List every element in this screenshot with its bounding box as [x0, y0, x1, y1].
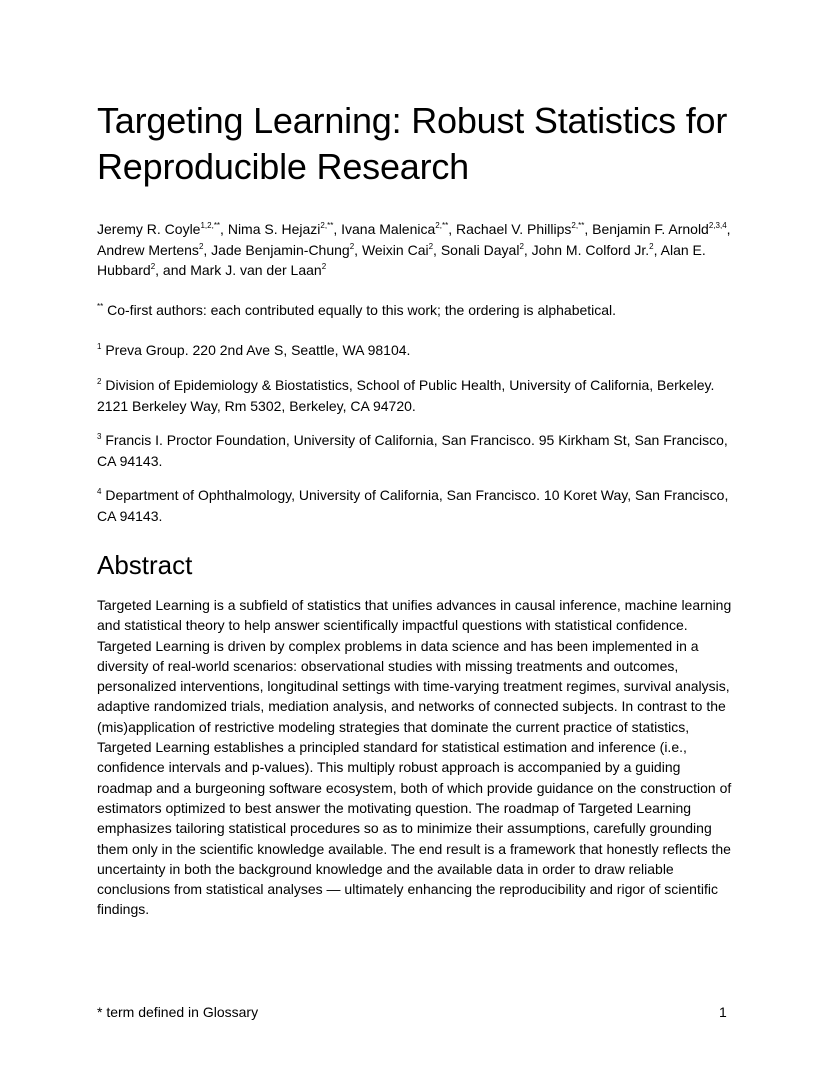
abstract-body: Targeted Learning is a subfield of statistics that unifies advances in causal inference, machine learning and statistical theory to help answer scientifically impactful questions with statistical confidence. Targeted Learning is driven by complex problems in data science and has been implemented in a diversity of real-world scenarios: observational studies with missing treatments and outcomes, personalized interventions, longitudinal settings with time-varying treatment regimes, survival analysis, adaptive randomized trials, mediation analysis, and networks of connected subjects. In contrast to the (mis)application of restrictive modeling strategies that dominate the current practice of statistics, Targeted Learning establishes a principled standard for statistical estimation and inference (i.e., confidence intervals and p-values). This multiply robust approach is accompanied by a guiding roadmap and a burgeoning software ecosystem, both of which provide guidance on the construction of estimators optimized to best answer the motivating question. The roadmap of Targeted Learning emphasizes tailoring statistical procedures so as to minimize their assumptions, carefully grounding them only in the scientific knowledge available. The end result is a framework that honestly reflects the uncertainty in both the background knowledge and the available data in order to draw reliable conclusions from statistical analyses — ultimately enhancing the reproducibility and rigor of scientific findings.	[97, 597, 732, 918]
title-line-2: Reproducible Research	[97, 146, 470, 187]
author-separator: ,	[726, 221, 731, 237]
affiliation-4	[97, 485, 731, 526]
cofirst-text: Co-first authors: each contributed equally to this work; the ordering is alphabetical.	[103, 302, 617, 318]
author-separator: , and	[155, 262, 191, 278]
author-name: Jade Benjamin-Chung	[211, 241, 350, 258]
abstract-heading: Abstract	[97, 550, 193, 580]
author-separator: ,	[354, 241, 362, 258]
author-name: Mark J. van der Laan	[190, 262, 322, 278]
author-affiliation: 2	[428, 241, 434, 251]
author-name: Andrew Mertens	[97, 241, 199, 258]
author-name: Weixin Cai	[361, 241, 429, 258]
author-affiliation: 2	[150, 262, 156, 271]
affiliation-marker: 2	[97, 377, 102, 386]
cofirst-note	[97, 300, 731, 321]
author-name: Benjamin F. Arnold	[592, 221, 709, 237]
affiliation-marker: 1	[97, 342, 102, 351]
author-name: John M. Colford Jr.	[531, 241, 650, 258]
author-affiliation: 2	[321, 262, 327, 271]
author-affiliation: 2	[349, 241, 355, 251]
affiliation-1	[97, 340, 731, 361]
author-name: Jeremy R. Coyle	[97, 221, 201, 237]
author-separator: ,	[203, 241, 212, 258]
page-number: 1	[719, 1004, 727, 1020]
author-affiliation: 2	[198, 241, 204, 251]
paper-title	[97, 98, 757, 190]
author-affiliation: 2,**	[320, 221, 334, 230]
author-name: Nima S. Hejazi	[227, 221, 321, 237]
title-line-1: Targeting Learning: Robust Statistics for	[97, 100, 728, 141]
affiliation-text: Department of Ophthalmology, University of California, San Francisco. 10 Koret Way, San Francisco, CA 94143.	[97, 487, 729, 524]
affiliation-marker: 3	[97, 432, 102, 441]
affiliation-marker: 4	[97, 487, 102, 496]
affiliation-2	[97, 375, 731, 416]
author-list	[97, 219, 731, 281]
glossary-footnote: * term defined in Glossary	[97, 1004, 259, 1020]
author-affiliation: 1,2,**	[200, 221, 221, 230]
author-separator: ,	[523, 241, 532, 258]
author-separator: ,	[448, 221, 456, 237]
author-name: Rachael V. Phillips	[455, 221, 572, 237]
author-separator: ,	[333, 221, 342, 237]
author-name: Sonali Dayal	[440, 241, 520, 258]
affiliation-text: Division of Epidemiology & Biostatistics, School of Public Health, University of California, Berkeley. 2121 Berkeley Way, Rm 5302, Berkeley, CA 94720.	[97, 377, 715, 414]
author-separator: ,	[433, 241, 441, 258]
author-affiliation: 2,3,4	[708, 221, 727, 230]
author-separator: ,	[653, 241, 661, 258]
cofirst-marker: **	[97, 302, 104, 311]
author-affiliation: 2,**	[571, 221, 585, 230]
author-separator: ,	[584, 221, 593, 237]
author-affiliation: 2	[519, 241, 524, 251]
author-separator: ,	[220, 221, 228, 237]
author-name: Alan E. Hubbard	[97, 241, 706, 278]
affiliation-text: Francis I. Proctor Foundation, University of California, San Francisco. 95 Kirkham St, San Francisco, CA 94143.	[97, 432, 728, 469]
author-affiliation: 2,**	[435, 221, 449, 230]
author-affiliation: 2	[649, 241, 654, 251]
affiliation-text: Preva Group. 220 2nd Ave S, Seattle, WA 98104.	[101, 342, 411, 358]
author-name: Ivana Malenica	[341, 221, 436, 237]
affiliation-3	[97, 430, 731, 471]
